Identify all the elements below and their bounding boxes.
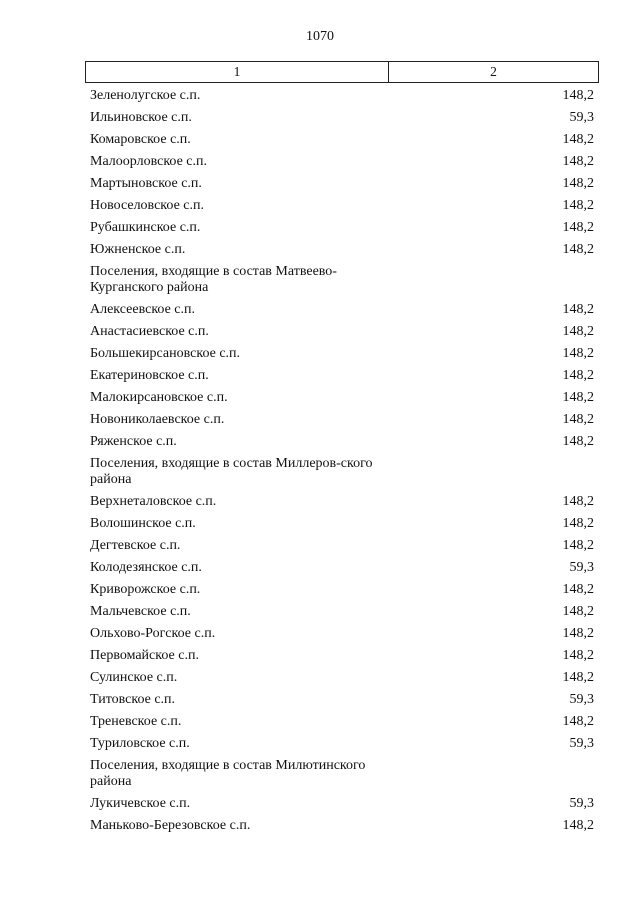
column-header-2: 2 bbox=[490, 64, 497, 79]
settlement-name: Маньково-Березовское с.п. bbox=[90, 818, 251, 833]
settlement-name: Лукичевское с.п. bbox=[90, 796, 191, 811]
settlement-name: Титовское с.п. bbox=[90, 692, 176, 707]
district-heading: Поселения, входящие в состав Миллеров-ского района bbox=[90, 456, 373, 487]
settlement-name: Ильиновское с.п. bbox=[90, 110, 192, 125]
settlement-value: 148,2 bbox=[562, 154, 594, 169]
settlement-name: Новониколаевское с.п. bbox=[90, 412, 225, 427]
settlement-name: Дегтевское с.п. bbox=[90, 538, 181, 553]
settlement-value: 148,2 bbox=[562, 494, 594, 509]
settlement-name: Алексеевское с.п. bbox=[90, 302, 195, 317]
settlement-name: Треневское с.п. bbox=[90, 714, 182, 729]
settlement-value: 148,2 bbox=[562, 538, 594, 553]
settlement-name: Новоселовское с.п. bbox=[90, 198, 204, 213]
settlement-value: 148,2 bbox=[562, 604, 594, 619]
settlement-name: Ряженское с.п. bbox=[90, 434, 177, 449]
settlement-value: 59,3 bbox=[569, 692, 594, 707]
settlement-name: Первомайское с.п. bbox=[90, 648, 199, 663]
settlement-value: 148,2 bbox=[562, 220, 594, 235]
table-header bbox=[85, 61, 599, 83]
settlement-name: Малоорловское с.п. bbox=[90, 154, 207, 169]
settlement-value: 148,2 bbox=[562, 626, 594, 641]
settlement-value: 148,2 bbox=[562, 648, 594, 663]
settlement-value: 148,2 bbox=[562, 818, 594, 833]
settlement-name: Зеленолугское с.п. bbox=[90, 88, 201, 103]
settlement-value: 148,2 bbox=[562, 242, 594, 257]
settlement-name: Анастасиевское с.п. bbox=[90, 324, 209, 339]
settlement-value: 148,2 bbox=[562, 302, 594, 317]
page-number: 1070 bbox=[306, 29, 334, 44]
settlement-value: 59,3 bbox=[569, 796, 594, 811]
settlement-name: Мальчевское с.п. bbox=[90, 604, 191, 619]
settlement-name: Криворожское с.п. bbox=[90, 582, 201, 597]
settlement-value: 148,2 bbox=[562, 390, 594, 405]
settlement-value: 148,2 bbox=[562, 346, 594, 361]
settlement-value: 59,3 bbox=[569, 110, 594, 125]
district-heading: Поселения, входящие в состав Матвеево-Курганского района bbox=[90, 264, 337, 295]
settlement-value: 148,2 bbox=[562, 176, 594, 191]
settlement-value: 148,2 bbox=[562, 412, 594, 427]
column-header-1: 1 bbox=[86, 62, 389, 82]
settlement-name: Мартыновское с.п. bbox=[90, 176, 202, 191]
settlement-value: 148,2 bbox=[562, 368, 594, 383]
settlement-name: Рубашкинское с.п. bbox=[90, 220, 201, 235]
settlement-name: Сулинское с.п. bbox=[90, 670, 178, 685]
settlement-name: Южненское с.п. bbox=[90, 242, 186, 257]
settlement-value: 59,3 bbox=[569, 736, 594, 751]
settlement-value: 148,2 bbox=[562, 516, 594, 531]
settlement-value: 148,2 bbox=[562, 434, 594, 449]
settlement-value: 148,2 bbox=[562, 582, 594, 597]
settlement-value: 59,3 bbox=[569, 560, 594, 575]
settlement-value: 148,2 bbox=[562, 670, 594, 685]
settlement-name: Туриловское с.п. bbox=[90, 736, 190, 751]
settlement-name: Ольхово-Рогское с.п. bbox=[90, 626, 216, 641]
settlement-name: Екатериновское с.п. bbox=[90, 368, 209, 383]
settlement-name: Комаровское с.п. bbox=[90, 132, 191, 147]
district-heading: Поселения, входящие в состав Милютинского района bbox=[90, 758, 366, 789]
settlement-value: 148,2 bbox=[562, 324, 594, 339]
settlement-name: Малокирсановское с.п. bbox=[90, 390, 228, 405]
settlement-value: 148,2 bbox=[562, 88, 594, 103]
settlement-value: 148,2 bbox=[562, 198, 594, 213]
settlement-name: Верхнеталовское с.п. bbox=[90, 494, 217, 509]
settlement-name: Большекирсановское с.п. bbox=[90, 346, 241, 361]
settlement-name: Колодезянское с.п. bbox=[90, 560, 202, 575]
settlement-value: 148,2 bbox=[562, 714, 594, 729]
settlement-value: 148,2 bbox=[562, 132, 594, 147]
settlement-name: Волошинское с.п. bbox=[90, 516, 196, 531]
